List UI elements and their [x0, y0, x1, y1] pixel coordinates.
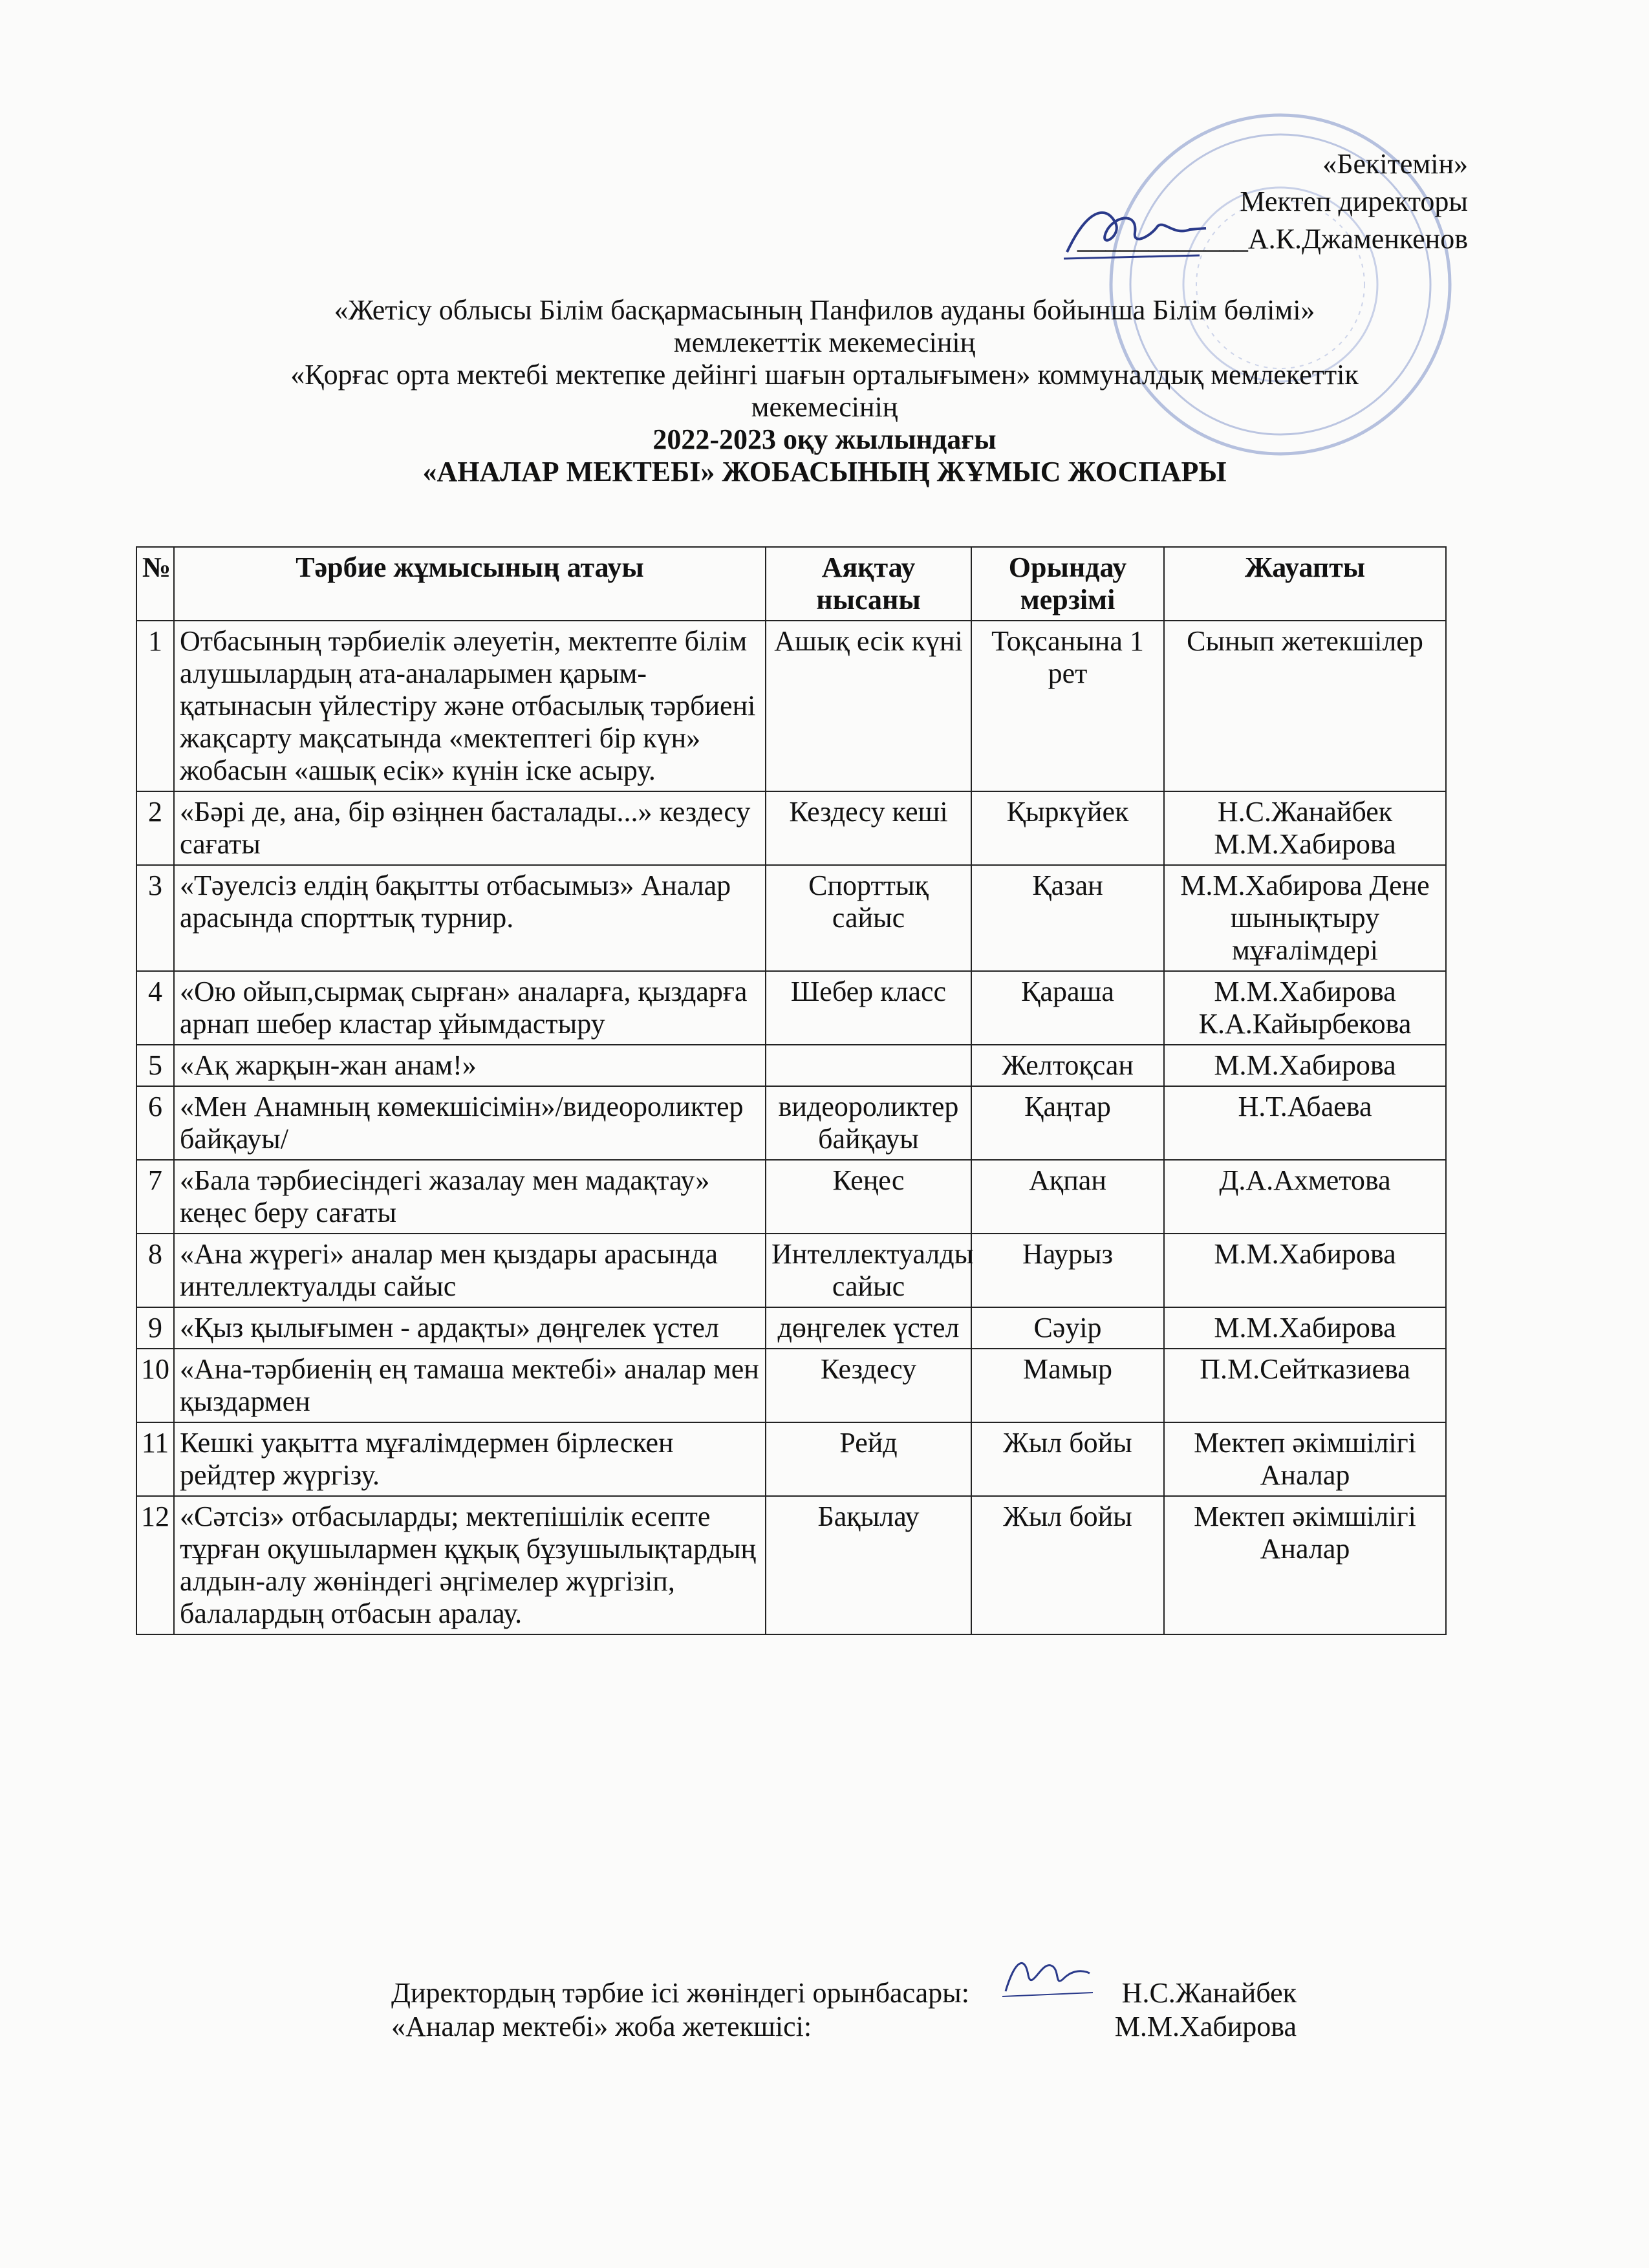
cell-responsible: Н.С.Жанайбек М.М.Хабирова — [1164, 791, 1446, 865]
cell-number: 1 — [136, 621, 174, 791]
cell-responsible: М.М.Хабирова — [1164, 1234, 1446, 1307]
cell-name: Отбасының тәрбиелік әлеуетін, мектепте білім алушылардың ата-аналарымен қарым-қатынасын үйлестіру және отбасылық тәрбиені жақсарту мақсатында «мектептегі бір күн» жобасын «ашық есік» күнін іске асыру. — [174, 621, 766, 791]
cell-responsible: Д.А.Ахметова — [1164, 1160, 1446, 1234]
cell-number: 3 — [136, 865, 174, 971]
document-title: «АНАЛАР МЕКТЕБІ» ЖОБАСЫНЫҢ ЖҰМЫС ЖОСПАРЫ — [422, 456, 1227, 487]
table-row — [136, 1307, 1446, 1349]
cell-form: Кездесу кеші — [766, 791, 971, 865]
cell-form: Кездесу — [766, 1349, 971, 1422]
footer-signatures — [391, 1977, 1297, 2044]
header-line-1: «Жетісу облысы Білім басқармасының Панфилов ауданы бойынша Білім бөлімі» — [334, 294, 1315, 326]
cell-name: «Ана-тәрбиенің ең тамаша мектебі» аналар мен қыздармен — [174, 1349, 766, 1422]
approval-name: А.К.Джаменкенов — [1247, 223, 1468, 255]
cell-number: 9 — [136, 1307, 174, 1349]
table-row — [136, 971, 1446, 1045]
approval-position: Мектеп директоры — [1240, 186, 1468, 217]
header-responsible: Жауапты — [1164, 547, 1446, 621]
cell-responsible: Сынып жетекшілер — [1164, 621, 1446, 791]
cell-form: Интеллектуалды сайыс — [766, 1234, 971, 1307]
cell-date: Сәуір — [971, 1307, 1164, 1349]
cell-form: Ашық есік күні — [766, 621, 971, 791]
deputy-label: Директордың тәрбие ісі жөніндегі орынбасары: — [391, 1977, 969, 2009]
cell-name: «Мен Анамның көмекшісімін»/видеороликтер байқауы/ — [174, 1086, 766, 1160]
cell-form: Бақылау — [766, 1496, 971, 1634]
approval-block — [1077, 145, 1468, 258]
cell-responsible: М.М.Хабирова — [1164, 1045, 1446, 1086]
header-number: № — [136, 547, 174, 621]
cell-responsible: М.М.Хабирова Дене шынықтыру мұғалімдері — [1164, 865, 1446, 971]
table-row — [136, 621, 1446, 791]
cell-form: Кеңес — [766, 1160, 971, 1234]
cell-name: «Ою ойып,сырмақ сырған» аналарға, қыздарға арнап шебер кластар ұйымдастыру — [174, 971, 766, 1045]
table-row — [136, 1496, 1446, 1634]
header-line-3: «Қорғас орта мектебі мектепке дейінгі шағын орталығымен» коммуналдық мемлекеттік — [290, 359, 1359, 390]
cell-form — [766, 1045, 971, 1086]
cell-responsible: Н.Т.Абаева — [1164, 1086, 1446, 1160]
cell-form: Рейд — [766, 1422, 971, 1496]
header-name: Тәрбие жұмысының атауы — [174, 547, 766, 621]
cell-form: видеороликтер байқауы — [766, 1086, 971, 1160]
cell-number: 5 — [136, 1045, 174, 1086]
table-header-row — [136, 547, 1446, 621]
cell-number: 2 — [136, 791, 174, 865]
cell-number: 11 — [136, 1422, 174, 1496]
cell-date: Тоқсанына 1 рет — [971, 621, 1164, 791]
cell-date: Мамыр — [971, 1349, 1164, 1422]
deputy-row — [391, 1977, 1297, 2011]
cell-date: Наурыз — [971, 1234, 1164, 1307]
cell-date: Қаңтар — [971, 1086, 1164, 1160]
cell-number: 12 — [136, 1496, 174, 1634]
cell-name: «Бәрі де, ана, бір өзіңнен басталады...» кездесу сағаты — [174, 791, 766, 865]
lead-name: М.М.Хабирова — [1114, 2011, 1297, 2042]
document-header — [194, 294, 1455, 488]
cell-name: Кешкі уақытта мұғалімдермен бірлескен рейдтер жүргізу. — [174, 1422, 766, 1496]
cell-responsible: М.М.Хабирова К.А.Кайырбекова — [1164, 971, 1446, 1045]
table-row — [136, 865, 1446, 971]
approval-title: «Бекітемін» — [1322, 148, 1468, 180]
table-row — [136, 1086, 1446, 1160]
table-row — [136, 1045, 1446, 1086]
header-line-4: мекемесінің — [751, 391, 898, 423]
cell-name: «Ақ жарқын-жан анам!» — [174, 1045, 766, 1086]
header-form: Аяқтау нысаны — [766, 547, 971, 621]
deputy-name: Н.С.Жанайбек — [1121, 1977, 1297, 2009]
cell-responsible: П.М.Сейтказиева — [1164, 1349, 1446, 1422]
header-line-2: мемлекеттік мекемесінің — [673, 326, 976, 358]
table-row — [136, 1160, 1446, 1234]
cell-date: Жыл бойы — [971, 1496, 1164, 1634]
cell-name: «Тәуелсіз елдің бақытты отбасымыз» Аналар арасында спорттық турнир. — [174, 865, 766, 971]
table-row — [136, 1349, 1446, 1422]
cell-form: Шебер класс — [766, 971, 971, 1045]
cell-name: «Бала тәрбиесіндегі жазалау мен мадақтау» кеңес беру сағаты — [174, 1160, 766, 1234]
table-row — [136, 1422, 1446, 1496]
cell-number: 7 — [136, 1160, 174, 1234]
cell-number: 6 — [136, 1086, 174, 1160]
work-plan-table — [136, 546, 1447, 1635]
table-body — [136, 621, 1446, 1634]
cell-date: Желтоқсан — [971, 1045, 1164, 1086]
cell-number: 8 — [136, 1234, 174, 1307]
cell-date: Қараша — [971, 971, 1164, 1045]
approval-name-line: ____________А.К.Джаменкенов — [1077, 223, 1468, 255]
cell-responsible: Мектеп әкімшілігі Аналар — [1164, 1496, 1446, 1634]
cell-date: Қыркүйек — [971, 791, 1164, 865]
header-date: Орындау мерзімі — [971, 547, 1164, 621]
cell-date: Жыл бойы — [971, 1422, 1164, 1496]
cell-responsible: Мектеп әкімшілігі Аналар — [1164, 1422, 1446, 1496]
cell-form: дөңгелек үстел — [766, 1307, 971, 1349]
cell-date: Ақпан — [971, 1160, 1164, 1234]
cell-name: «Қыз қылығымен - ардақты» дөңгелек үстел — [174, 1307, 766, 1349]
lead-label: «Аналар мектебі» жоба жетекшісі: — [391, 2011, 812, 2042]
table-row — [136, 1234, 1446, 1307]
cell-form: Спорттық сайыс — [766, 865, 971, 971]
cell-responsible: М.М.Хабирова — [1164, 1307, 1446, 1349]
cell-date: Қазан — [971, 865, 1164, 971]
cell-name: «Ана жүрегі» аналар мен қыздары арасында интеллектуалды сайыс — [174, 1234, 766, 1307]
table-row — [136, 791, 1446, 865]
cell-number: 10 — [136, 1349, 174, 1422]
year-line: 2022-2023 оқу жылындағы — [652, 423, 997, 455]
cell-name: «Сәтсіз» отбасыларды; мектепішілік есепте тұрған оқушылармен құқық бұзушылықтардың алдын-алу жөніндегі әңгімелер жүргізіп, балалардың отбасын аралау. — [174, 1496, 766, 1634]
lead-row — [391, 2011, 1297, 2044]
cell-number: 4 — [136, 971, 174, 1045]
